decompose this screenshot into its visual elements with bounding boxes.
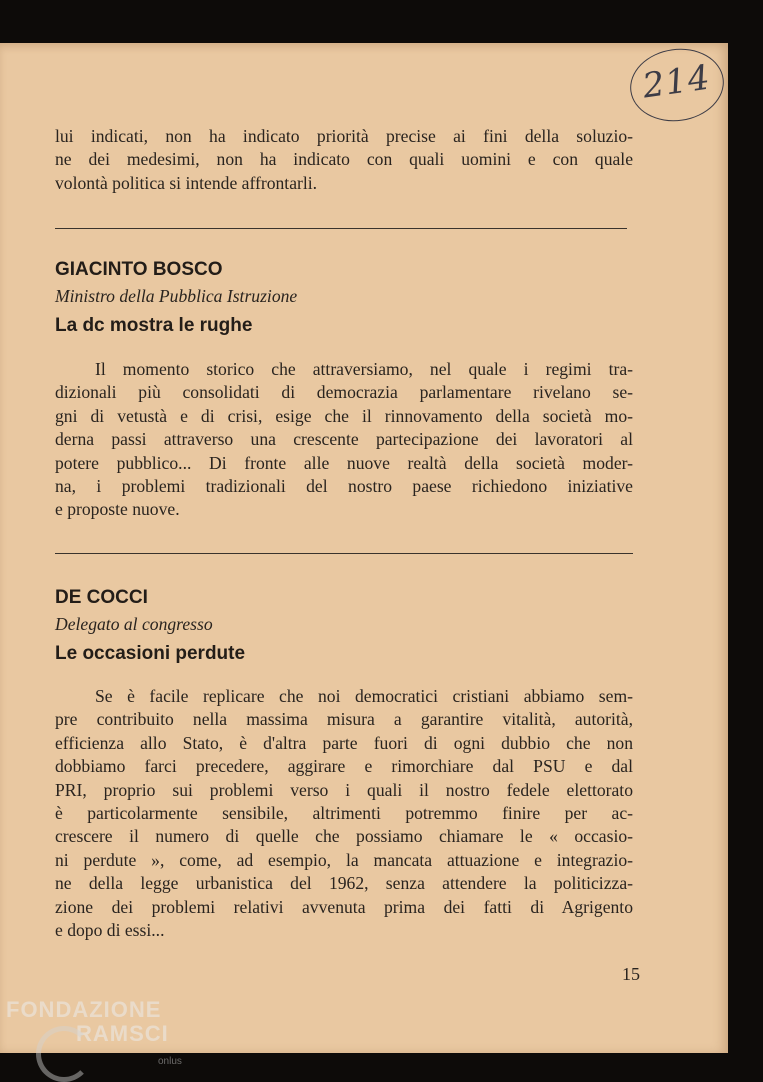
text-line: na, i problemi tradizionali del nostro paese richiedono iniziative <box>55 476 633 497</box>
section1-paragraph <box>55 358 633 522</box>
watermark-line-2: RAMSCI <box>76 1021 169 1046</box>
text-line: ne dei medesimi, non ha indicato con quali uomini e con quale <box>55 149 633 170</box>
text-line: lui indicati, non ha indicato priorità precise ai fini della soluzio- <box>55 126 633 146</box>
section-title: Le occasioni perdute <box>55 643 246 664</box>
speaker-role: Ministro della Pubblica Istruzione <box>55 286 298 306</box>
text-line: e dopo di essi... <box>55 920 165 941</box>
watermark-line-1: FONDAZIONE <box>6 997 162 1022</box>
text-line: Se è facile replicare che noi democratici cristiani abbiamo sem- <box>95 686 633 706</box>
speaker-name: DE COCCI <box>55 587 148 608</box>
section2-paragraph <box>55 685 633 942</box>
text-line: è particolarmente sensibile, altrimenti potremmo finire per ac- <box>55 803 633 824</box>
text-line: dobbiamo farci precedere, aggirare e rimorchiare dal PSU e dal <box>55 756 633 777</box>
intro-paragraph <box>55 125 633 195</box>
text-line: ni perdute », come, ad esempio, la mancata attuazione e integrazio- <box>55 849 633 870</box>
text-line: pre contribuito nella massima misura a garantire vitalità, autorità, <box>55 709 633 730</box>
text-line: gni di vetustà e di crisi, esige che il rinnovamento della società mo- <box>55 405 633 426</box>
page-number: 15 <box>622 964 640 984</box>
watermark-suffix: onlus <box>158 1056 182 1067</box>
folio-number: 214 <box>640 57 713 107</box>
text-line: crescere il numero di quelle che possiamo chiamare le « occasio- <box>55 826 633 847</box>
text-line: PRI, proprio sui problemi verso i quali il nostro fedele elettorato <box>55 779 633 800</box>
section-title: La dc mostra le rughe <box>55 315 253 336</box>
text-line: e proposte nuove. <box>55 499 180 520</box>
watermark-logo-icon <box>36 1026 92 1082</box>
section-divider <box>55 228 627 229</box>
text-line: dizionali più consolidati di democrazia parlamentare rivelano se- <box>55 382 633 403</box>
text-line: ne della legge urbanistica del 1962, senza attendere la politicizza- <box>55 873 633 894</box>
speaker-name: GIACINTO BOSCO <box>55 259 223 280</box>
archive-watermark <box>6 997 182 1067</box>
section-divider <box>55 553 633 554</box>
text-line: Il momento storico che attraversiamo, nel quale i regimi tra- <box>95 359 633 379</box>
text-line: zione dei problemi relativi avvenuta prima dei fatti di Agrigento <box>55 896 633 917</box>
text-line: derna passi attraverso una crescente partecipazione dei lavoratori al <box>55 429 633 450</box>
speaker-role: Delegato al congresso <box>55 614 213 634</box>
text-line: potere pubblico... Di fronte alle nuove realtà della società moder- <box>55 452 633 473</box>
text-line: efficienza allo Stato, è d'altra parte fuori di ogni dubbio che non <box>55 732 633 753</box>
text-line: volontà politica si intende affrontarli. <box>55 172 318 193</box>
